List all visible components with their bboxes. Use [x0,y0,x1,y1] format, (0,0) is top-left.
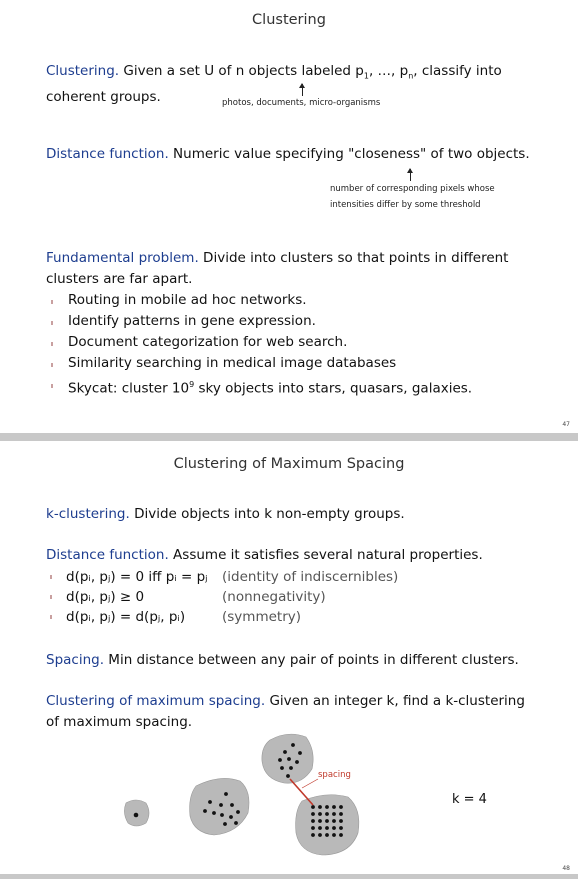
property-formula: d(pᵢ, pⱼ) = d(pⱼ, pᵢ) [66,609,186,625]
keyword: Distance function. [46,547,169,563]
point [311,819,315,823]
clustering-definition: Clustering. Given a set U of n objects labeled $p_1$, …, $p_n$, classify into coherent groups. [46,63,502,105]
list-item: Document categorization for web search. [46,332,508,353]
applications-list [46,290,508,400]
slide-title: Clustering of Maximum Spacing [173,456,405,472]
annotation-pixels: number of corresponding pixels whose intensities differ by some threshold [330,184,495,210]
point [332,826,336,830]
point [311,826,315,830]
point [134,813,139,818]
arrow-up-icon [410,169,411,181]
point [311,833,315,837]
slide-max-spacing [0,441,578,874]
point [339,812,343,816]
spacing-line [290,779,313,805]
point [339,805,343,809]
point [339,819,343,823]
keyword: Spacing. [46,652,105,668]
point [318,805,322,809]
point [332,805,336,809]
slide-clustering [0,0,578,433]
point [332,812,336,816]
page-number: 47 [562,421,570,428]
spacing-definition: Spacing. Min distance between any pair of points in different clusters. [46,652,519,668]
page-number: 48 [562,865,570,872]
distance-definition: Distance function. Numeric value specifying "closeness" of two objects. [46,146,530,162]
k-label: k = 4 [452,792,487,807]
spacing-pointer [302,779,318,788]
list-item: Skycat: cluster $10^9$ sky objects into stars, quasars, galaxies. [46,374,508,400]
list-item: Routing in mobile ad hoc networks. [46,290,508,311]
property-description: (identity of indiscernibles) [222,569,399,585]
point [339,826,343,830]
annotation-objects: photos, documents, micro-organisms [222,98,381,108]
point [339,833,343,837]
keyword: Distance function. [46,146,169,162]
point [325,819,329,823]
kclustering-definition: k-clustering. Divide objects into k non-empty groups. [46,506,405,522]
max-spacing-definition: Clustering of maximum spacing. Given an integer k, find a k-clustering of maximum spacing. [46,693,525,730]
list-item: Similarity searching in medical image databases [46,353,508,374]
spacing-label: spacing [318,770,351,780]
keyword: k-clustering. [46,506,130,522]
property-formula: d(pᵢ, pⱼ) = 0 iff pᵢ = pⱼ [66,569,208,585]
point [332,819,336,823]
cluster-blob [190,778,249,835]
keyword: Fundamental problem. [46,250,199,266]
point [325,812,329,816]
keyword: Clustering. [46,63,120,79]
property-description: (symmetry) [222,609,301,625]
point [325,826,329,830]
point [325,833,329,837]
point [332,833,336,837]
point [318,819,322,823]
property-formula: d(pᵢ, pⱼ) ≥ 0 [66,589,145,605]
point [318,826,322,830]
point [318,812,322,816]
point [311,812,315,816]
keyword: Clustering of maximum spacing. [46,693,266,709]
cluster-blob [296,795,359,855]
distance-definition: Distance function. Assume it satisfies several natural properties. [46,547,483,563]
list-item: Identify patterns in gene expression. [46,311,508,332]
problem-definition: Fundamental problem. Divide into clusters so that points in different clusters are far apart. Routing in mobile ad hoc networks. Identify patterns in gene expression. Document categorization for web search. Similarity searching in medical image databases Skycat: cluster $10^9$ sky objects into stars, quasars, galaxies. [46,248,508,400]
point [325,805,329,809]
point [311,805,315,809]
slide-title: Clustering [252,12,326,28]
property-description: (nonnegativity) [222,589,326,605]
cluster-diagram [0,441,578,874]
point [318,833,322,837]
